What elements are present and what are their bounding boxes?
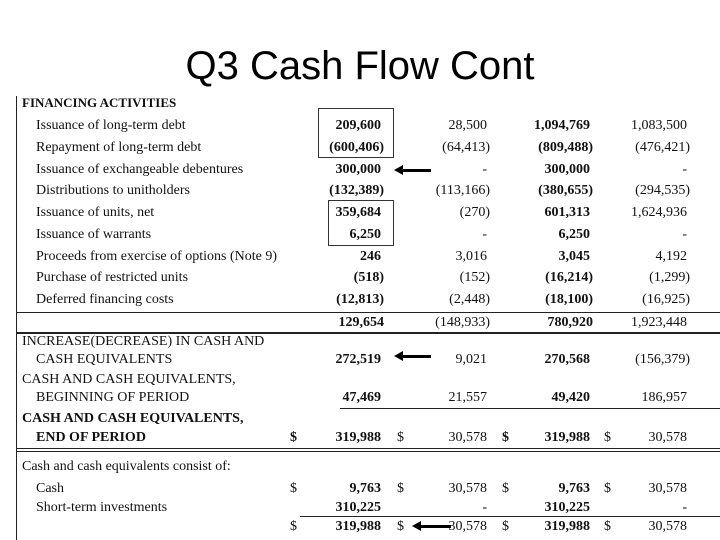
beginning-label: CASH AND CASH EQUIVALENTS,: [22, 372, 236, 387]
cell: 1,923,448: [631, 315, 687, 330]
currency-symbol: $: [397, 481, 404, 496]
cell: (476,421): [635, 140, 690, 155]
currency-symbol: $: [502, 519, 509, 534]
cell: 3,045: [558, 249, 590, 264]
row-label: Issuance of units, net: [36, 205, 155, 220]
cell: 310,225: [335, 500, 381, 515]
cell: (18,100): [545, 292, 593, 307]
currency-symbol: $: [290, 519, 297, 534]
cell: (809,488): [538, 140, 593, 155]
currency-symbol: $: [604, 430, 611, 445]
cell: 209,600: [335, 118, 381, 133]
cell: 270,568: [544, 352, 590, 367]
increase-label: INCREASE(DECREASE) IN CASH AND: [22, 334, 265, 349]
cell: -: [482, 500, 487, 515]
cell: (16,214): [545, 270, 593, 285]
double-rule: [16, 448, 720, 449]
cell: 359,684: [335, 205, 381, 220]
cell: (294,535): [635, 183, 690, 198]
row-label: Distributions to unitholders: [36, 183, 190, 198]
cell: 30,578: [448, 430, 487, 445]
cell: 21,557: [448, 390, 487, 405]
cell: (132,389): [329, 183, 384, 198]
currency-symbol: $: [290, 430, 297, 445]
cell: (12,813): [336, 292, 384, 307]
cell: 186,957: [641, 390, 687, 405]
cell: 3,016: [455, 249, 487, 264]
cell: (16,925): [642, 292, 690, 307]
row-label: Issuance of long-term debt: [36, 118, 186, 133]
cell: 47,469: [342, 390, 381, 405]
increase-label: CASH EQUIVALENTS: [36, 352, 173, 367]
row-label: Proceeds from exercise of options (Note 9): [36, 249, 278, 264]
cell: 310,225: [544, 500, 590, 515]
double-rule: [16, 451, 720, 452]
debt-highlight-box: [318, 108, 394, 158]
cell: 246: [360, 249, 381, 264]
cell: -: [682, 162, 687, 177]
cash-label: Cash: [36, 481, 64, 496]
end-label: END OF PERIOD: [36, 430, 146, 445]
cell: 319,988: [544, 430, 590, 445]
row-label: Deferred financing costs: [36, 292, 174, 307]
cell: 1,094,769: [534, 118, 590, 133]
cell: 129,654: [338, 315, 384, 330]
consist-heading: Cash and cash equivalents consist of:: [22, 459, 231, 474]
units-highlight-box: [328, 200, 394, 246]
cell: 30,578: [448, 519, 487, 534]
row-label: Issuance of exchangeable debentures: [36, 162, 244, 177]
cell: (2,448): [449, 292, 490, 307]
currency-symbol: $: [604, 519, 611, 534]
currency-symbol: $: [604, 481, 611, 496]
cell: (600,406): [329, 140, 384, 155]
row-label: Issuance of warrants: [36, 227, 152, 242]
cell: (156,379): [635, 352, 690, 367]
cell: (113,166): [435, 183, 490, 198]
cell: 319,988: [335, 519, 381, 534]
cell: 4,192: [655, 249, 687, 264]
cell: 300,000: [335, 162, 381, 177]
cell: 272,519: [335, 352, 381, 367]
cell: 6,250: [349, 227, 381, 242]
cell: 49,420: [551, 390, 590, 405]
cell: 9,763: [349, 481, 381, 496]
cell: (64,413): [442, 140, 490, 155]
total-rule: [16, 312, 720, 313]
row-label: Purchase of restricted units: [36, 270, 189, 285]
cell: -: [482, 162, 487, 177]
left-rule: [16, 96, 17, 540]
cell: 1,624,936: [631, 205, 687, 220]
subtotal-rule: [300, 516, 720, 517]
financing-heading: FINANCING ACTIVITIES: [22, 95, 177, 110]
cell: 319,988: [335, 430, 381, 445]
end-label: CASH AND CASH EQUIVALENTS,: [22, 411, 244, 426]
left-arrow-icon: [401, 355, 431, 358]
cell: 1,083,500: [631, 118, 687, 133]
currency-symbol: $: [397, 519, 404, 534]
cell: 28,500: [448, 118, 487, 133]
cell: 6,250: [558, 227, 590, 242]
cell: 30,578: [648, 519, 687, 534]
cell: 30,578: [448, 481, 487, 496]
left-arrow-icon: [401, 169, 431, 172]
currency-symbol: $: [290, 481, 297, 496]
cell: 780,920: [547, 315, 593, 330]
short-term-label: Short-term investments: [36, 500, 168, 515]
cell: 30,578: [648, 430, 687, 445]
cell: 319,988: [544, 519, 590, 534]
cell: 9,763: [558, 481, 590, 496]
cell: 30,578: [648, 481, 687, 496]
subtotal-rule: [340, 408, 720, 409]
cell: (518): [353, 270, 384, 285]
cell: (148,933): [435, 315, 490, 330]
beginning-label: BEGINNING OF PERIOD: [36, 390, 190, 405]
cell: (380,655): [538, 183, 593, 198]
cell: (1,299): [649, 270, 690, 285]
cell: 9,021: [455, 352, 487, 367]
row-label: Repayment of long-term debt: [36, 140, 202, 155]
cell: (152): [459, 270, 490, 285]
cell: -: [482, 227, 487, 242]
cell: 300,000: [544, 162, 590, 177]
currency-symbol: $: [502, 481, 509, 496]
cell: (270): [459, 205, 490, 220]
cell: 601,313: [544, 205, 590, 220]
slide-title: Q3 Cash Flow Cont: [185, 44, 535, 88]
currency-symbol: $: [502, 430, 509, 445]
cell: -: [682, 227, 687, 242]
cell: -: [682, 500, 687, 515]
currency-symbol: $: [397, 430, 404, 445]
left-arrow-icon: [419, 525, 451, 528]
